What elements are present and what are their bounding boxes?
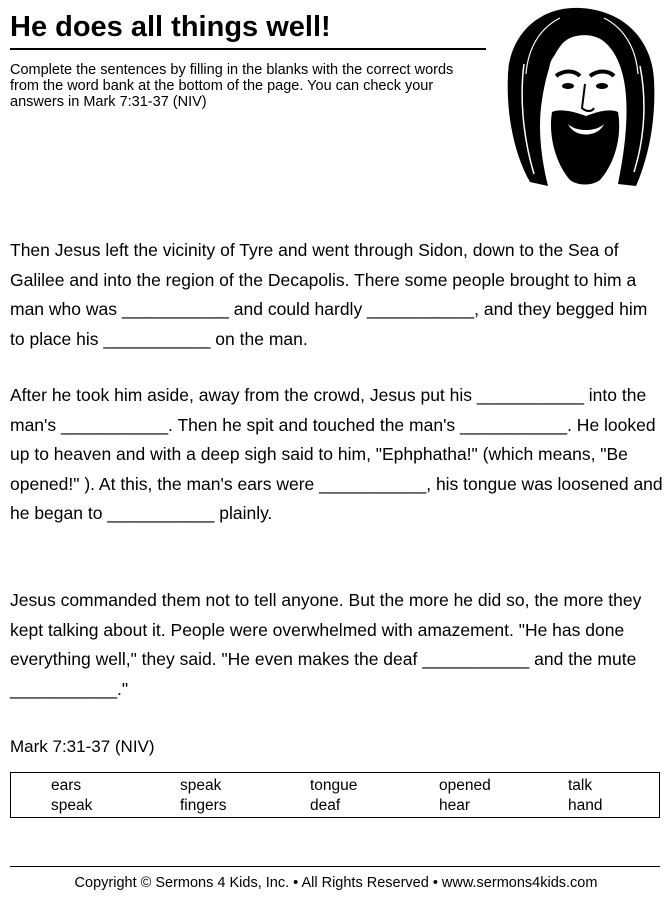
jesus-portrait-icon <box>500 4 660 188</box>
word-bank-word: tongue <box>310 777 358 794</box>
word-bank-word: fingers <box>180 797 227 814</box>
word-bank-word: hear <box>439 797 471 814</box>
word-bank-word: speak <box>180 777 222 794</box>
scripture-reference: Mark 7:31-37 (NIV) <box>10 737 155 756</box>
word-bank-word: hand <box>568 797 603 814</box>
word-bank-word: ears <box>51 777 82 794</box>
copyright-footer: Copyright © Sermons 4 Kids, Inc. • All Rights Reserved • www.sermons4kids.com <box>74 875 598 891</box>
word-bank-row-1 <box>11 776 659 796</box>
word-bank-word: speak <box>51 797 93 814</box>
worksheet-title: He does all things well! <box>10 10 486 50</box>
word-bank-row-2 <box>11 796 659 816</box>
passage-paragraph-1: Then Jesus left the vicinity of Tyre and went through Sidon, down to the Sea of Galilee and into the region of the Decapolis. There some people brought to him a man who was ___________ and could hardly ___________, and they begged him to place his ___________ on the man. <box>10 240 648 349</box>
passage-paragraph-2: After he took him aside, away from the crowd, Jesus put his ___________ into the man's ___________. Then he spit and touched the man's ___________. He looked up to heaven and with a deep sigh said to him, "Ephphatha!" (which means, "Be opened!" ). At this, the man's ears were ___________, his tongue was loosened and he began to ___________ plainly. <box>10 385 663 523</box>
word-bank <box>10 772 660 818</box>
word-bank-word: talk <box>568 777 593 794</box>
word-bank-word: opened <box>439 777 491 794</box>
instructions-text: Complete the sentences by filling in the blanks with the correct words from the word bank at the bottom of the page. You can check your answers in Mark 7:31-37 (NIV) <box>10 62 454 110</box>
footer-divider <box>10 866 660 867</box>
passage-paragraph-3: Jesus commanded them not to tell anyone. But the more he did so, the more they kept talking about it. People were overwhelmed with amazement. "He has done everything well," they said. "He even makes the deaf ___________ and the mute ___________." <box>10 590 642 699</box>
word-bank-word: deaf <box>310 797 341 814</box>
